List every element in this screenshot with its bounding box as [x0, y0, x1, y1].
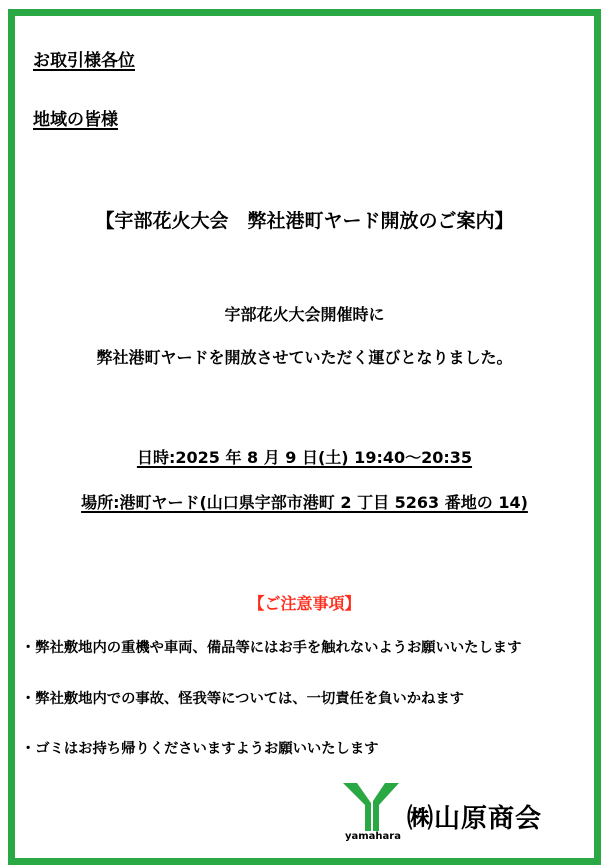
yamahara-logo-icon [343, 783, 399, 831]
logo-wordmark: yamahara [345, 831, 401, 842]
event-place [15, 490, 594, 513]
caution-item-2: ・弊社敷地内での事故、怪我等については、一切責任を負いかねます [21, 691, 464, 707]
addressee-partners: お取引様各位 [33, 51, 135, 71]
caution-item-3: ・ゴミはお持ち帰りくださいますようお願いいたします [21, 741, 379, 757]
event-datetime-text: 日時:2025 年 8 月 9 日(土) 19:40～20:35 [136, 448, 473, 467]
addressee-community: 地域の皆様 [33, 110, 118, 130]
notice-title: 【宇部花火大会 弊社港町ヤード開放のご案内】 [95, 210, 514, 232]
caution-item-1: ・弊社敷地内の重機や車両、備品等にはお手を触れないようお願いいたします [21, 640, 522, 656]
intro-line-2: 弊社港町ヤードを開放させていただく運びとなりました。 [96, 348, 513, 367]
event-place-text: 場所:港町ヤード(山口県宇部市港町 2 丁目 5263 番地の 14) [81, 493, 528, 512]
notice-page [8, 9, 601, 865]
company-name: ㈱山原商会 [407, 804, 543, 834]
caution-heading: 【ご注意事項】 [248, 594, 361, 613]
intro-line-1: 宇部花火大会開催時に [224, 305, 385, 324]
event-datetime [15, 445, 594, 468]
